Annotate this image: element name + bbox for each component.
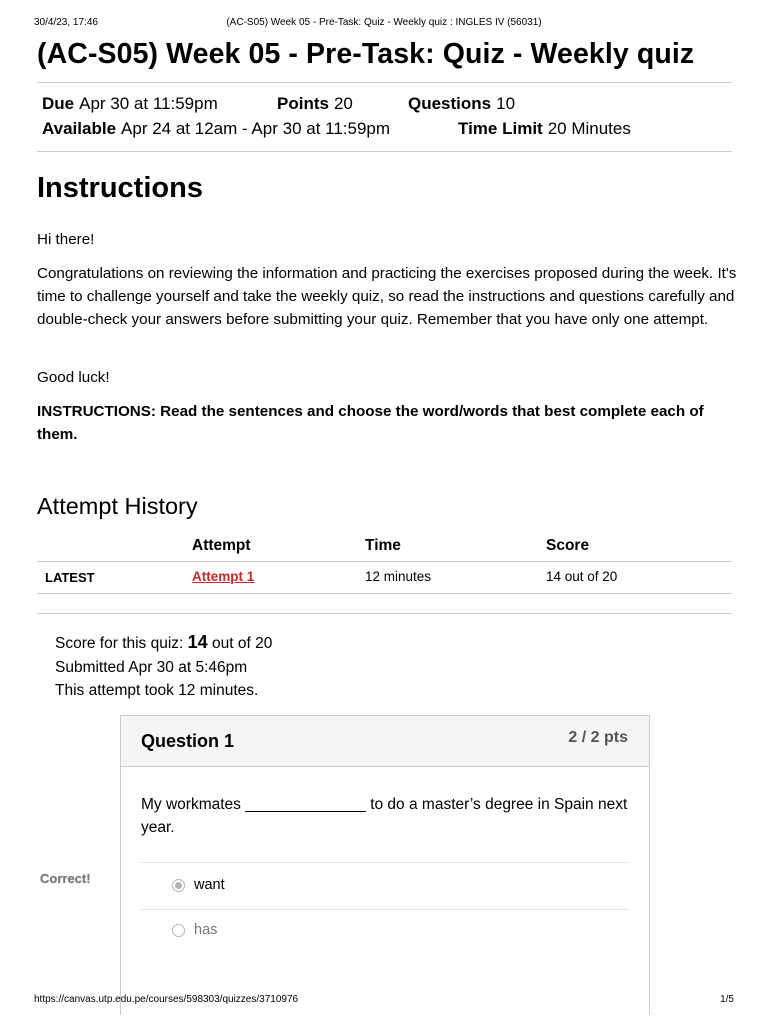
time-limit-label: Time Limit <box>458 119 543 138</box>
due-meta <box>42 94 218 114</box>
question-title: Question 1 <box>141 731 235 751</box>
due-value: Apr 30 at 11:59pm <box>79 94 218 113</box>
score-line <box>55 632 272 653</box>
column-score: Score <box>546 537 590 554</box>
available-value: Apr 24 at 12am - Apr 30 at 11:59pm <box>121 119 391 138</box>
meta-divider <box>37 151 732 152</box>
points-label: Points <box>277 94 329 113</box>
quiz-title: (AC-S05) Week 05 - Pre-Task: Quiz - Weekly quiz <box>37 38 695 70</box>
answer-divider <box>141 909 629 910</box>
score-suffix: out of 20 <box>207 635 273 652</box>
submitted-line: Submitted Apr 30 at 5:46pm <box>55 659 248 676</box>
attempt-score: 14 out of 20 <box>546 569 618 584</box>
answer-radio[interactable] <box>172 924 185 937</box>
title-divider <box>37 82 732 83</box>
attempt-history-heading: Attempt History <box>37 493 198 519</box>
question-text: My workmates ______________ to do a master’s degree in Spain next year. <box>141 796 628 836</box>
print-datetime: 30/4/23, 17:46 <box>34 17 98 28</box>
instructions-closing: Good luck! <box>37 369 110 386</box>
print-page-number: 1/5 <box>720 994 734 1005</box>
duration-line: This attempt took 12 minutes. <box>55 682 259 699</box>
question-points: 2 / 2 pts <box>568 729 628 746</box>
correct-feedback-label: Correct! <box>40 871 91 886</box>
column-attempt: Attempt <box>192 537 251 554</box>
score-value: 14 <box>187 632 208 652</box>
points-meta <box>277 94 353 114</box>
question-header <box>121 716 649 767</box>
question-card <box>120 715 650 1015</box>
instructions-heading: Instructions <box>37 172 203 204</box>
answer-divider <box>141 862 629 863</box>
attempt-time: 12 minutes <box>365 569 432 584</box>
instructions-directive: INSTRUCTIONS: Read the sentences and choose the word/words that best complete each of them. <box>37 403 704 443</box>
column-time: Time <box>365 537 401 554</box>
print-page-title: (AC-S05) Week 05 - Pre-Task: Quiz - Weekly quiz : INGLES IV (56031) <box>226 17 542 28</box>
print-url: https://canvas.utp.edu.pe/courses/598303/quizzes/3710976 <box>34 994 299 1005</box>
attempt-link[interactable]: Attempt 1 <box>192 569 255 584</box>
answer-option[interactable]: want <box>194 877 225 893</box>
time-limit-value: 20 Minutes <box>547 119 631 138</box>
results-divider <box>37 613 732 614</box>
score-prefix: Score for this quiz: <box>55 635 188 652</box>
print-footer <box>34 994 734 1008</box>
available-meta <box>42 119 390 139</box>
questions-meta <box>408 94 515 114</box>
due-label: Due <box>42 94 75 113</box>
table-row-divider <box>37 593 732 594</box>
instructions-body: Congratulations on reviewing the information and practicing the exercises proposed during the week. It's time to challenge yourself and take the weekly quiz, so read the instructions and questions carefully and double-check your answers before submitting your quiz. Remember that you have only one attempt. <box>37 265 737 328</box>
answer-radio-selected[interactable] <box>172 879 185 892</box>
print-header <box>34 17 734 31</box>
points-value: 20 <box>333 94 353 113</box>
table-header-divider <box>37 561 732 562</box>
time-limit-meta <box>458 119 631 139</box>
questions-value: 10 <box>496 94 516 113</box>
instructions-greeting: Hi there! <box>37 231 95 248</box>
questions-label: Questions <box>408 94 492 113</box>
available-label: Available <box>42 119 117 138</box>
answer-option[interactable]: has <box>194 922 218 938</box>
latest-tag: LATEST <box>45 570 95 585</box>
